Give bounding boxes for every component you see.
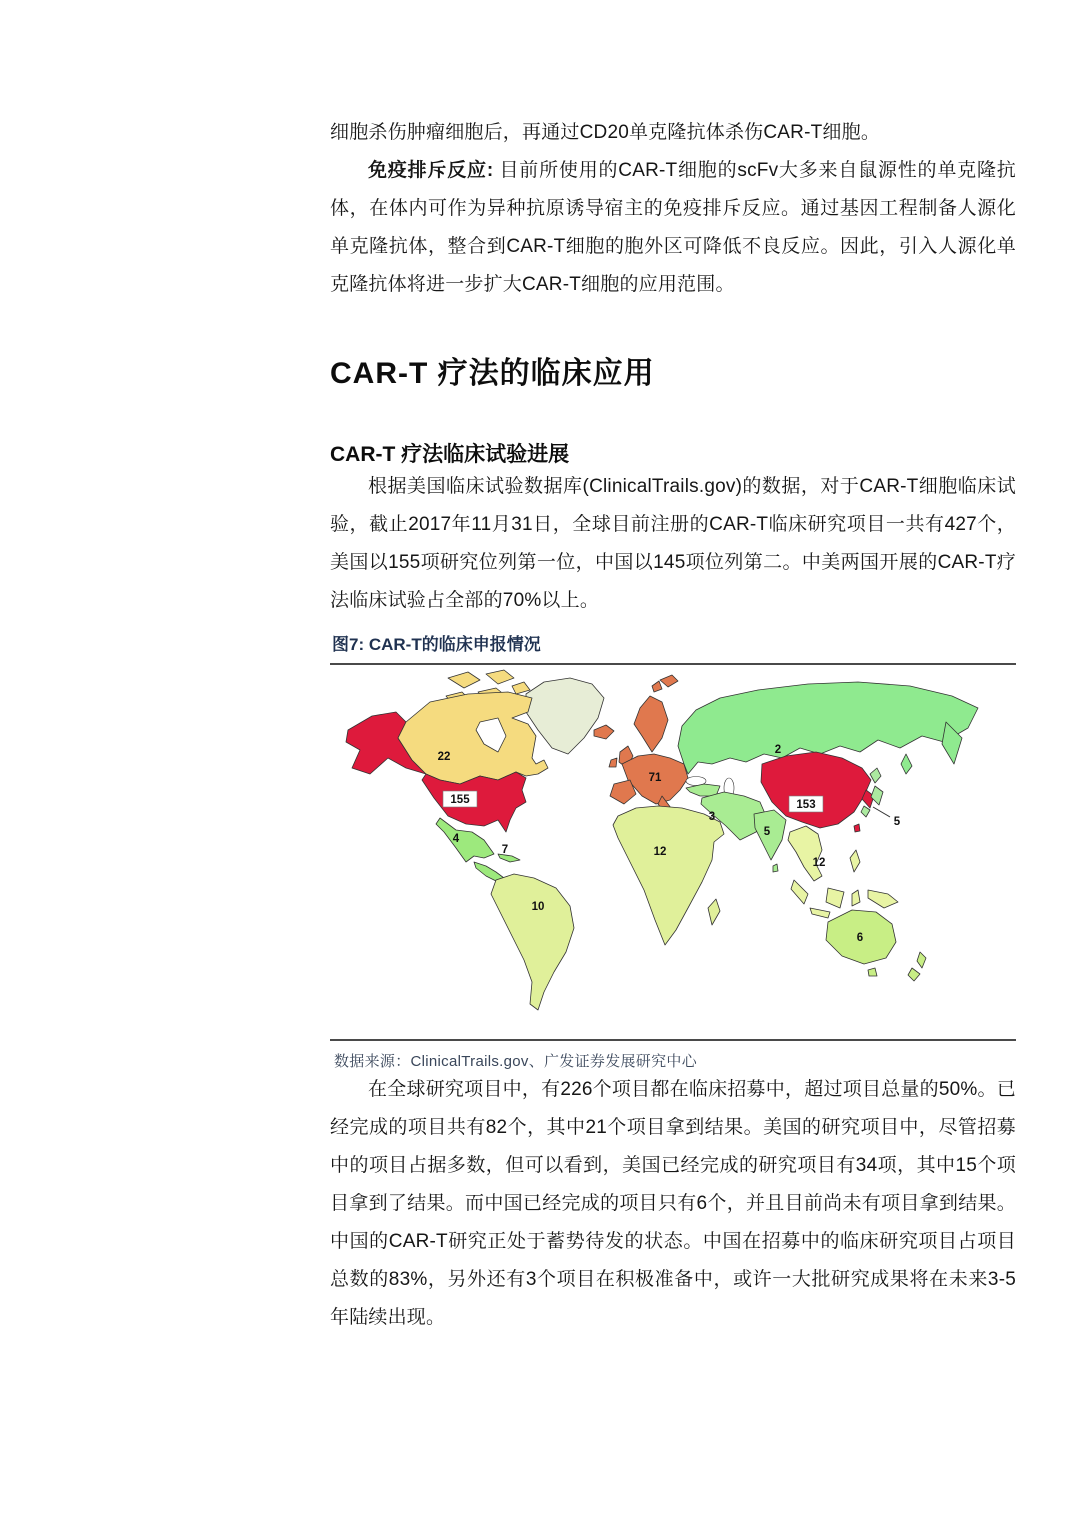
map-region-svalbard (660, 675, 678, 687)
map-region-scandinavia (634, 696, 668, 752)
map-label-canada: 22 (437, 751, 451, 763)
map-label-africa: 12 (653, 846, 667, 858)
map-label-south-america: 10 (531, 901, 545, 913)
figure-caption: 图7: CAR-T的临床申报情况 (330, 626, 1016, 665)
world-map-container (330, 665, 1016, 1039)
world-map (330, 668, 1016, 1034)
figure-7 (330, 626, 1016, 1071)
map-region-java (810, 908, 830, 918)
map-label-india: 5 (763, 826, 771, 838)
japan-leader-line (873, 807, 890, 817)
paragraph-lead-body: 目前所使用的CAR-T细胞的scFv大多来自鼠源性的单克隆抗体，在体内可作为异种抗原诱导宿主的免疫排斥反应。通过基因工程制备人源化单克隆抗体，整合到CAR-T细胞的胞外区可降低不良反应。因此，引入人源化单克隆抗体将进一步扩大CAR-T细胞的应用范围。 (330, 160, 1016, 295)
map-label-australia: 6 (856, 932, 864, 944)
map-region-sakhalin (901, 754, 912, 774)
map-label-southeast-asia: 12 (812, 857, 826, 869)
map-region-tasmania (868, 968, 877, 976)
map-label-mexico: 4 (452, 833, 460, 845)
map-region-sumatra (791, 880, 808, 904)
map-region-japan (871, 786, 883, 805)
subsection-heading: CAR-T 疗法临床试验进展 (330, 443, 570, 466)
map-region-canada-islands (448, 672, 480, 688)
map-label-japan: 5 (893, 816, 901, 828)
map-region-borneo (826, 888, 844, 908)
map-label-russia: 2 (774, 744, 782, 756)
map-label-china: 153 (796, 799, 816, 811)
map-region-canada-islands (486, 670, 514, 684)
content-column (330, 114, 1016, 1337)
map-region-taiwan (854, 824, 860, 832)
map-label-europe: 71 (648, 772, 662, 784)
map-region-iceland (594, 725, 614, 739)
map-region-sri-lanka (773, 864, 778, 872)
map-region-svalbard (652, 681, 662, 692)
map-region-canada-islands (512, 682, 530, 694)
paragraph-lead-bold: 免疫排斥反应: (368, 160, 494, 181)
map-region-ireland (609, 758, 617, 767)
map-region-new-guinea (868, 890, 898, 908)
map-label-middle-east: 3 (708, 811, 716, 823)
paragraph-trial-stats: 根据美国临床试验数据库(ClinicalTrails.gov)的数据，对于CAR-T细胞临床试验，截止2017年11月31日，全球目前注册的CAR-T临床研究项目一共有427个，美国以155项研究位列第一位，中国以145项位列第二。中美两国开展的CAR-T疗法临床试验占全部的70%以上。 (330, 476, 1016, 611)
paragraph-continuation: 细胞杀伤肿瘤细胞后，再通过CD20单克隆抗体杀伤CAR-T细胞。 (330, 122, 881, 143)
map-region-japan (861, 806, 870, 817)
paragraph-global-projects: 在全球研究项目中，有226个项目都在临床招募中，超过项目总量的50%。已经完成的项目共有82个，其中21个项目拿到结果。美国的研究项目中，尽管招募中的项目占据多数，但可以看到，美国已经完成的研究项目有34项，其中15个项目拿到了结果。而中国已经完成的项目只有6个，并且目前尚未有项目拿到结果。中国的CAR-T研究正处于蓄势待发的状态。中国在招募中的临床研究项目占项目总数的83%，另外还有3个项目在积极准备中，或许一大批研究成果将在未来3-5年陆续出现。 (330, 1079, 1016, 1328)
map-region-greenland (526, 678, 604, 754)
map-region-philippines (850, 850, 860, 872)
map-region-new-zealand (917, 952, 926, 968)
map-region-south-america (491, 874, 574, 1010)
map-region-japan (870, 768, 881, 783)
paragraph-immune-rejection (330, 152, 1016, 304)
map-region-madagascar (708, 899, 720, 925)
section-heading: CAR-T 疗法的临床应用 (330, 357, 655, 390)
map-region-indochina (788, 826, 822, 881)
map-region-new-zealand (908, 968, 920, 981)
map-region-sulawesi (852, 890, 860, 906)
map-label-central-america: 7 (501, 844, 509, 856)
map-label-usa: 155 (450, 794, 470, 806)
map-region-africa (613, 806, 724, 945)
figure-source: 数据来源：ClinicalTrails.gov、广发证券发展研究中心 (330, 1039, 1016, 1071)
